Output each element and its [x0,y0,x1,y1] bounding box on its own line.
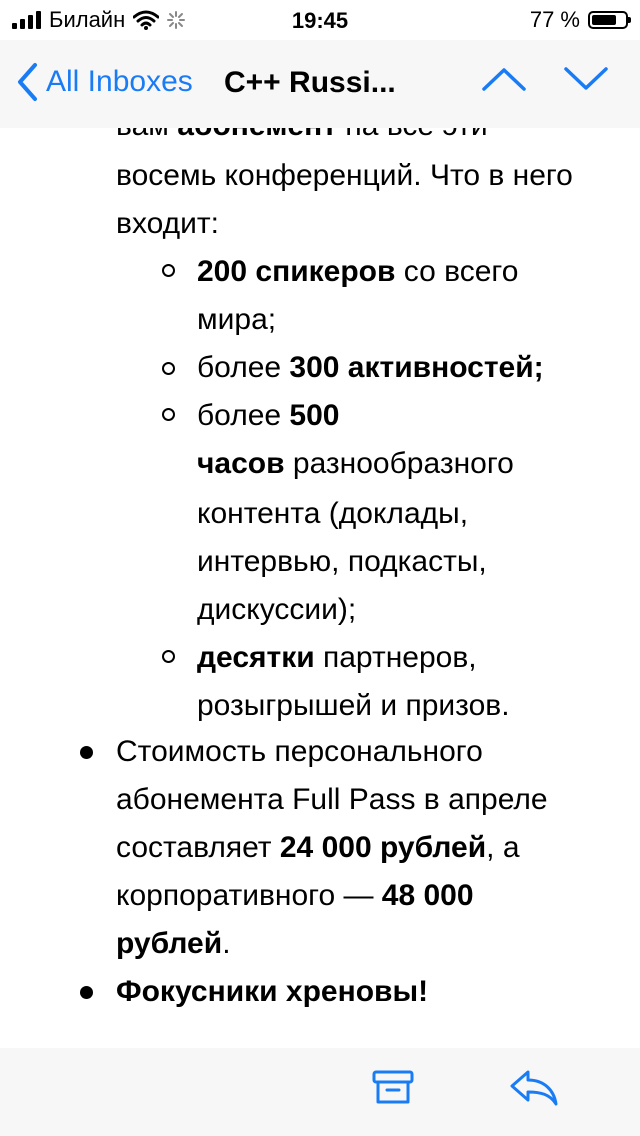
battery-icon [588,11,628,29]
sub-list-item-line: 200 спикеров со всего [197,255,519,288]
carrier-label: Билайн [49,7,126,32]
list-item-line: корпоративного — 48 000 [116,879,474,912]
list-item-line: абонемента Full Pass в апреле [116,783,548,816]
list-item-line: Стоимость персонального [116,735,483,768]
sub-list-item-line: часов разнообразного [197,447,514,480]
sub-list-item-line: более 300 активностей; [197,351,544,384]
reply-arrow-icon [508,1066,560,1108]
back-button[interactable] [16,62,193,102]
list-item-line: Фокусники хреновы! [116,975,429,1008]
reply-button[interactable] [508,1066,560,1113]
status-right [530,7,628,33]
sub-list-item-line: интервью, подкасты, [197,545,487,578]
sub-bullet-icon [162,408,175,421]
sub-list-item-line: более 500 [197,399,340,432]
sub-list-item-line: дискуссии); [197,593,357,626]
paragraph-line: входит: [116,207,219,240]
battery-percent: 77 % [529,7,580,32]
sub-list-item-line: десятки партнеров, [197,641,477,674]
status-bar [0,0,640,40]
sub-bullet-icon [162,650,175,663]
sub-list-item-line: контента (доклады, [197,497,469,530]
message-body [0,100,640,1048]
bullet-icon [80,986,93,999]
navigation-bar [0,40,640,128]
sub-list-item-line: розыгрышей и призов. [197,689,510,722]
mailbox-title: C++ Russi... [224,66,396,99]
back-button-label: All Inboxes [46,65,193,98]
sub-bullet-icon [162,264,175,277]
chevron-up-icon [480,64,528,94]
archive-button[interactable] [370,1066,416,1113]
battery-fill [592,15,616,25]
clock: 19:45 [291,8,349,33]
paragraph-line: восемь конференций. Что в него [116,159,573,192]
bottom-toolbar [0,1048,640,1136]
chevron-left-icon [16,62,38,102]
chevron-down-icon [562,64,610,94]
list-item-line: рублей. [116,927,231,960]
bullet-icon [80,746,93,759]
sub-bullet-icon [162,362,175,375]
archive-box-icon [370,1066,416,1108]
previous-message-button[interactable] [480,64,528,99]
next-message-button[interactable] [562,64,610,99]
sub-list-item-line: мира; [197,303,277,336]
list-item-line: составляет 24 000 рублей, а [116,831,520,864]
